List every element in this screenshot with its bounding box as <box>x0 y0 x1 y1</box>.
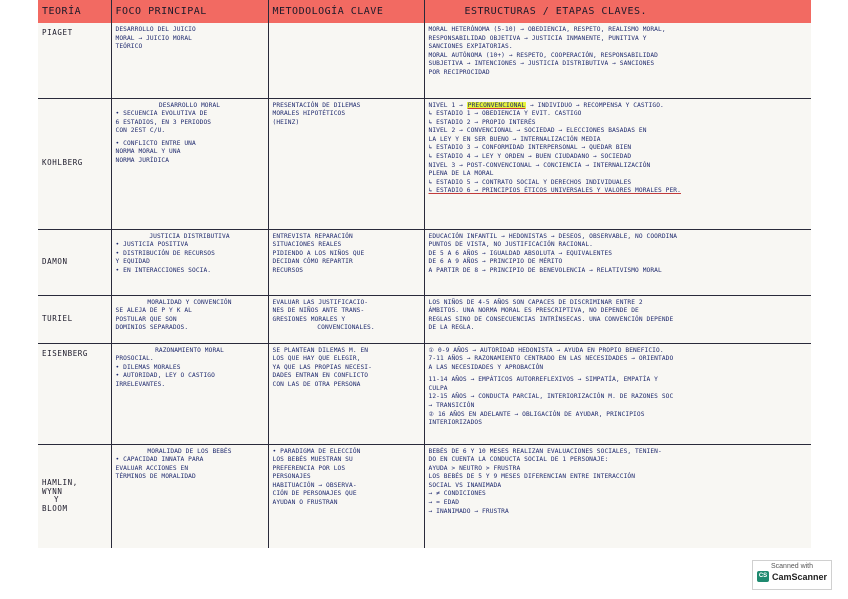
theories-table <box>38 0 811 548</box>
estructuras-line: ↳ ESTADIO 4 → LEY Y ORDEN → BUEN CIUDADANO → SOCIEDAD <box>428 153 632 161</box>
metodologia-line: PIDIENDO A LOS NIÑOS QUE <box>272 249 365 257</box>
metodologia-line: GRESIONES MORALES Y <box>272 315 346 323</box>
estructuras-cell-eisenberg <box>424 343 811 444</box>
foco-line: TÉRMINOS DE MORALIDAD <box>115 473 196 481</box>
foco-line: • DILEMAS MORALES <box>115 363 181 371</box>
table-row-eisenberg <box>38 343 811 444</box>
foco-cell-hamlin <box>111 444 268 548</box>
metodologia-cell-kohlberg <box>268 98 424 229</box>
watermark-line-1: Scanned with <box>770 563 814 570</box>
estructuras-line: SUBJETIVA → INTENCIONES → JUSTICIA DISTRIBUTIVA → SANCIONES <box>428 60 655 68</box>
foco-title: MORALIDAD DE LOS BEBÉS <box>147 447 232 455</box>
metodologia-cell-eisenberg <box>268 343 424 444</box>
header-foco-principal: FOCO PRINCIPAL <box>111 0 268 23</box>
author-turiel: TURIEL <box>38 295 111 343</box>
estructuras-cell-piaget <box>424 23 811 98</box>
estructuras-line: A PARTIR DE 8 → PRINCIPIO DE BENEVOLENCIA → RELATIVISMO MORAL <box>428 266 662 274</box>
estructuras-line: RESPONSABILIDAD OBJETIVA → JUSTICIA INMANENTE, PUNITIVA Y <box>428 34 647 42</box>
foco-line: • AUTORIDAD, LEY O CASTIGO <box>115 372 215 380</box>
estructuras-line: 12-15 AÑOS → CONDUCTA PARCIAL, INTERIORIZACIÓN M. DE RAZONES SOC <box>428 393 674 401</box>
metodologia-line: (HEINZ) <box>272 118 300 126</box>
foco-cell-damon <box>111 229 268 295</box>
estructuras-cell-damon <box>424 229 811 295</box>
author-line: BLOOM <box>42 503 68 513</box>
foco-line: EVALUAR ACCIONES EN <box>115 464 189 472</box>
author-eisenberg: EISENBERG <box>38 343 111 444</box>
estructuras-line: DE 5 A 6 AÑOS → IGUALDAD ABSOLUTA → EQUIVALENTES <box>428 249 613 257</box>
metodologia-line: RECURSOS <box>272 266 304 274</box>
foco-line: NORMA JURÍDICA <box>115 157 170 165</box>
table-row-hamlin <box>38 444 811 548</box>
estructuras-line: LOS BEBÉS DE 5 Y 9 MESES DIFERENCIAN ENTRE INTERACCIÓN <box>428 473 636 481</box>
estructuras-line: SANCIONES EXPIATORIAS. <box>428 43 513 51</box>
watermark-brand: CamScanner <box>771 571 828 582</box>
foco-line: • CAPACIDAD INNATA PARA <box>115 456 204 464</box>
metodologia-line: SE PLANTEAN DILEMAS M. EN <box>272 346 369 354</box>
estructuras-line: MORAL HETERÓNOMA (5-10) → OBEDIENCIA, RESPETO, REALISMO MORAL, <box>428 26 666 33</box>
table-row-piaget <box>38 23 811 98</box>
metodologia-line: PERSONAJES <box>272 473 311 481</box>
metodologia-line: PRESENTACIÓN DE DILEMAS <box>272 101 361 109</box>
estructuras-line: POR RECIPROCIDAD <box>428 68 490 76</box>
estructuras-line: → TRANSICIÓN <box>428 402 475 410</box>
metodologia-line: HABITUACIÓN → OBSERVA- <box>272 481 357 489</box>
metodologia-line: EVALUAR LAS JUSTIFICACIO- <box>272 298 369 306</box>
metodologia-line: NES DE NIÑOS ANTE TRANS- <box>272 307 365 315</box>
foco-line: CON 2EST C/U. <box>115 127 166 135</box>
metodologia-line: • PARADIGMA DE ELECCIÓN <box>272 447 361 455</box>
table-row-damon <box>38 229 811 295</box>
foco-line: MORAL → JUICIO MORAL <box>115 34 193 42</box>
foco-cell-kohlberg <box>111 98 268 229</box>
metodologia-line: SITUACIONES REALES <box>272 241 342 249</box>
header-row <box>38 0 811 23</box>
estructuras-line: LA LEY Y EN SER BUENO → INTERNALIZACIÓN MEDIA <box>428 135 601 143</box>
estructuras-line: ↳ ESTADIO 3 → CONFORMIDAD INTERPERSONAL → QUEDAR BIEN <box>428 144 632 152</box>
metodologia-line: YA QUE LAS PROPIAS NECESI- <box>272 363 372 371</box>
camscanner-logo-icon: CS <box>757 571 769 582</box>
foco-line: TEÓRICO <box>115 43 143 51</box>
foco-cell-turiel <box>111 295 268 343</box>
estructuras-line: LOS NIÑOS DE 4-5 AÑOS SON CAPACES DE DISCRIMINAR ENTRE 2 <box>428 298 643 306</box>
estructuras-line: ↳ ESTADIO 6 → PRINCIPIOS ÉTICOS UNIVERSALES Y VALORES MORALES PER. <box>428 187 681 195</box>
foco-title: RAZONAMIENTO MORAL <box>155 346 224 354</box>
metodologia-line: LOS BEBÉS MUESTRAN SU <box>272 456 353 464</box>
estructuras-line: SOCIAL VS INANIMADA <box>428 481 502 489</box>
foco-line: • DISTRIBUCIÓN DE RECURSOS <box>115 249 215 257</box>
estructuras-line: PLENA DE LA MORAL <box>428 170 494 178</box>
metodologia-line: DECIDAN CÓMO REPARTIR <box>272 258 353 266</box>
author-kohlberg: KOHLBERG <box>38 98 111 229</box>
estructuras-line: DE LA REGLA. <box>428 324 475 332</box>
metodologia-line: CONVENCIONALES. <box>317 324 375 332</box>
estructuras-line: DE 6 A 9 AÑOS → PRINCIPIO DE MÉRITO <box>428 258 563 266</box>
estructuras-line: BEBÉS DE 6 Y 10 MESES REALIZAN EVALUACIONES SOCIALES, TENIEN- <box>428 447 662 455</box>
metodologia-cell-piaget <box>268 23 424 98</box>
estructuras-line-nivel-1 <box>429 102 808 111</box>
camscanner-watermark <box>752 560 832 590</box>
table-row-turiel <box>38 295 811 343</box>
estructuras-cell-hamlin <box>424 444 811 548</box>
foco-line: PROSOCIAL. <box>115 355 154 363</box>
foco-line: • CONFLICTO ENTRE UNA <box>115 139 196 147</box>
metodologia-line: CON LAS DE OTRA PERSONA <box>272 380 361 388</box>
estructuras-line: CULPA <box>428 384 448 392</box>
foco-line: DOMINIOS SEPARADOS. <box>115 324 189 332</box>
estructuras-line: → INANIMADO → FRUSTRA <box>428 507 509 515</box>
author-piaget: PIAGET <box>38 23 111 98</box>
foco-cell-eisenberg <box>111 343 268 444</box>
metodologia-line: AYUDAN O FRUSTRAN <box>272 499 338 507</box>
metodologia-line: ENTREVISTA REPARACIÓN <box>272 232 353 240</box>
header-teoria: TEORÍA <box>38 0 111 23</box>
estructuras-line: ↳ ESTADIO 1 → OBEDIENCIA Y EVIT. CASTIGO <box>428 110 582 118</box>
estructuras-line: AYUDA > NEUTRO > FRUSTRA <box>428 464 521 472</box>
estructuras-line: 7-11 AÑOS → RAZONAMIENTO CENTRADO EN LAS NECESIDADES → ORIENTADO <box>428 355 674 363</box>
metodologia-cell-damon <box>268 229 424 295</box>
metodologia-line: LOS QUE HAY QUE ELEGIR, <box>272 355 361 363</box>
author-hamlin-wynn-bloom <box>38 444 111 548</box>
metodologia-line: DADES ENTRAN EN CONFLICTO <box>272 372 369 380</box>
header-estructuras: ESTRUCTURAS / ETAPAS CLAVES. <box>424 0 811 23</box>
estructuras-line: ↳ ESTADIO 5 → CONTRATO SOCIAL Y DERECHOS INDIVIDUALES <box>428 178 632 186</box>
nivel-1-label: NIVEL 1 → <box>428 101 463 109</box>
foco-line: Y EQUIDAD <box>115 258 150 266</box>
metodologia-line: PREFERENCIA POR LOS <box>272 464 346 472</box>
estructuras-line: EDUCACIÓN INFANTIL → HEDONISTAS → DESEOS, OBSERVABLE, NO COORDINA <box>428 232 678 240</box>
estructuras-line: REGLAS SINO DE CONSECUENCIAS INTRÍNSECAS. UNA CONVENCIÓN DEPENDE <box>428 315 674 323</box>
estructuras-line: → ≠ CONDICIONES <box>428 490 486 498</box>
author-line: Y <box>54 495 60 505</box>
metodologia-cell-hamlin <box>268 444 424 548</box>
foco-title: DESARROLLO MORAL <box>158 101 221 109</box>
estructuras-line: NIVEL 2 → CONVENCIONAL → SOCIEDAD → ELECCIONES BASADAS EN <box>428 127 647 135</box>
estructuras-line: 11-14 AÑOS → EMPÁTICOS AUTORREFLEXIVOS → SIMPATÍA, EMPATÍA Y <box>428 376 659 384</box>
metodologia-line: MORALES HIPOTÉTICOS <box>272 110 346 118</box>
foco-line: IRRELEVANTES. <box>115 380 166 388</box>
foco-line: • JUSTICIA POSITIVA <box>115 241 189 249</box>
watermark-line-2 <box>753 571 831 582</box>
foco-line: SE ALEJA DE P Y K AL <box>115 307 193 315</box>
foco-cell-piaget <box>111 23 268 98</box>
foco-line: • SECUENCIA EVOLUTIVA DE <box>115 110 208 118</box>
estructuras-line: ÁMBITOS. UNA NORMA MORAL ES PRESCRIPTIVA, NO DEPENDE DE <box>428 307 639 315</box>
estructuras-line: → = EDAD <box>428 499 460 507</box>
estructuras-cell-kohlberg <box>424 98 811 229</box>
estructuras-line: ↳ ESTADIO 2 → PROPIO INTERÉS <box>428 118 536 126</box>
estructuras-line: ② 16 AÑOS EN ADELANTE → OBLIGACIÓN DE AYUDAR, PRINCIPIOS <box>428 410 645 418</box>
metodologia-cell-turiel <box>268 295 424 343</box>
foco-line: POSTULAR QUE SON <box>115 315 177 323</box>
header-metodologia-clave: METODOLOGÍA CLAVE <box>268 0 424 23</box>
estructuras-line: PUNTOS DE VISTA, NO JUSTIFICACIÓN RACIONAL. <box>428 241 593 249</box>
estructuras-line: NIVEL 3 → POST-CONVENCIONAL → CONCIENCIA → INTERNALIZACIÓN <box>428 161 651 169</box>
nivel-1-detail: → INDIVIDUO → RECOMPENSA Y CASTIGO. <box>529 101 664 109</box>
metodologia-line: CIÓN DE PERSONAJES QUE <box>272 490 357 498</box>
estructuras-line: A LAS NECESIDADES Y APROBACIÓN <box>428 363 544 371</box>
estructuras-line: INTERIORIZADOS <box>428 419 483 427</box>
estructuras-line: ① 0-9 AÑOS → AUTORIDAD HEDONISTA → AYUDA EN PROPIO BENEFICIO. <box>428 346 664 354</box>
author-line: HAMLIN, <box>42 478 78 488</box>
foco-title: JUSTICIA DISTRIBUTIVA <box>149 232 230 240</box>
preconvencional-highlight: PRECONVENCIONAL <box>467 101 526 109</box>
foco-title: MORALIDAD Y CONVENCIÓN <box>147 298 232 306</box>
foco-line: NORMA MORAL Y UNA <box>115 148 181 156</box>
foco-line: 6 ESTADIOS, EN 3 PERIODOS <box>115 118 212 126</box>
table-row-kohlberg <box>38 98 811 229</box>
author-line: WYNN <box>42 486 63 496</box>
estructuras-cell-turiel <box>424 295 811 343</box>
foco-line: • EN INTERACCIONES SOCIA. <box>115 266 212 274</box>
author-damon: DAMON <box>38 229 111 295</box>
estructuras-line: MORAL AUTÓNOMA (10+) → RESPETO, COOPERACIÓN, RESPONSABILIDAD <box>428 51 659 59</box>
foco-line: DESARROLLO DEL JUICIO <box>115 26 196 33</box>
estructuras-line: DO EN CUENTA LA CONDUCTA SOCIAL DE 1 PERSONAJE: <box>428 456 609 464</box>
